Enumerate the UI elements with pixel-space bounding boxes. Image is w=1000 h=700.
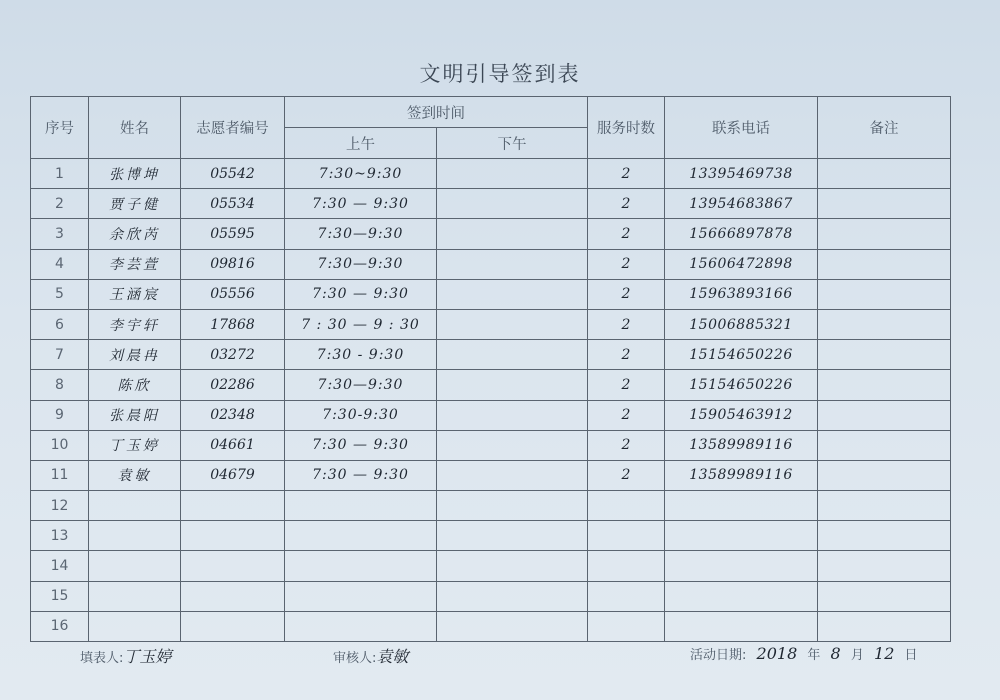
cell-morning-time: 7:30 — 9:30 [285, 460, 437, 490]
page-title: 文明引导签到表 [419, 62, 581, 86]
cell-morning-time [285, 581, 437, 611]
table-row [31, 581, 951, 611]
cell-name [89, 581, 181, 611]
table-row [31, 430, 951, 460]
cell-volunteer-id: 02348 [181, 400, 285, 430]
cell-afternoon-time [437, 400, 588, 430]
cell-service-hours: 2 [588, 279, 665, 309]
cell-morning-time: 7:30—9:30 [285, 249, 437, 279]
cell-service-hours: 2 [588, 370, 665, 400]
cell-morning-time: 7:30 — 9:30 [285, 430, 437, 460]
table-row [31, 491, 951, 521]
cell-afternoon-time [437, 370, 588, 400]
filler-signature: 丁玉婷 [123, 647, 172, 666]
cell-afternoon-time [437, 551, 588, 581]
header-morning: 上午 [285, 128, 437, 159]
cell-service-hours [588, 581, 665, 611]
cell-remarks [818, 521, 951, 551]
header-volunteer-id: 志愿者编号 [181, 97, 285, 159]
cell-seq: 12 [31, 491, 89, 521]
cell-remarks [818, 611, 951, 641]
header-name: 姓名 [89, 97, 181, 159]
cell-afternoon-time [437, 460, 588, 490]
cell-remarks [818, 551, 951, 581]
cell-remarks [818, 491, 951, 521]
cell-morning-time: 7:30-9:30 [285, 400, 437, 430]
cell-seq: 14 [31, 551, 89, 581]
cell-afternoon-time [437, 340, 588, 370]
cell-volunteer-id [181, 581, 285, 611]
date-day-value: 12 [874, 644, 895, 663]
cell-phone: 13589989116 [665, 430, 818, 460]
cell-name: 张晨阳 [89, 400, 181, 430]
date-year-value: 2018 [756, 644, 798, 663]
cell-phone: 15606472898 [665, 249, 818, 279]
cell-seq: 10 [31, 430, 89, 460]
cell-service-hours: 2 [588, 430, 665, 460]
cell-remarks [818, 400, 951, 430]
cell-service-hours: 2 [588, 340, 665, 370]
cell-seq: 11 [31, 460, 89, 490]
cell-name [89, 521, 181, 551]
table-row [31, 189, 951, 219]
filler-block [80, 644, 171, 667]
cell-service-hours: 2 [588, 159, 665, 189]
cell-afternoon-time [437, 279, 588, 309]
cell-volunteer-id: 05542 [181, 159, 285, 189]
reviewer-label: 审核人: [333, 651, 377, 666]
cell-volunteer-id [181, 551, 285, 581]
cell-phone [665, 491, 818, 521]
cell-phone: 15963893166 [665, 279, 818, 309]
filler-label: 填表人: [80, 651, 124, 666]
table-row [31, 521, 951, 551]
table-row [31, 460, 951, 490]
cell-name: 陈欣 [89, 370, 181, 400]
cell-name: 李芸萱 [89, 249, 181, 279]
cell-volunteer-id: 04679 [181, 460, 285, 490]
cell-service-hours: 2 [588, 460, 665, 490]
cell-seq: 4 [31, 249, 89, 279]
cell-seq: 7 [31, 340, 89, 370]
table-row [31, 340, 951, 370]
cell-name: 贾子健 [89, 189, 181, 219]
cell-phone [665, 611, 818, 641]
table-row [31, 309, 951, 339]
cell-name [89, 551, 181, 581]
cell-name: 丁玉婷 [89, 430, 181, 460]
cell-remarks [818, 159, 951, 189]
cell-name: 袁敏 [89, 460, 181, 490]
cell-afternoon-time [437, 189, 588, 219]
cell-volunteer-id: 03272 [181, 340, 285, 370]
cell-seq: 2 [31, 189, 89, 219]
cell-morning-time [285, 611, 437, 641]
cell-afternoon-time [437, 491, 588, 521]
cell-afternoon-time [437, 159, 588, 189]
date-day-label: 日 [904, 648, 918, 663]
cell-name [89, 611, 181, 641]
date-month-value: 8 [830, 644, 841, 663]
cell-seq: 5 [31, 279, 89, 309]
cell-volunteer-id [181, 611, 285, 641]
cell-morning-time: 7:30~9:30 [285, 159, 437, 189]
cell-phone [665, 521, 818, 551]
date-label: 活动日期: [690, 648, 747, 663]
cell-morning-time [285, 491, 437, 521]
cell-afternoon-time [437, 309, 588, 339]
cell-phone [665, 581, 818, 611]
cell-service-hours: 2 [588, 400, 665, 430]
header-signin-time: 签到时间 [285, 97, 588, 128]
cell-service-hours: 2 [588, 309, 665, 339]
cell-seq: 8 [31, 370, 89, 400]
cell-afternoon-time [437, 611, 588, 641]
cell-seq: 13 [31, 521, 89, 551]
header-afternoon: 下午 [437, 128, 588, 159]
table-row [31, 219, 951, 249]
header-remarks: 备注 [818, 97, 951, 159]
cell-name [89, 491, 181, 521]
cell-name: 余欣芮 [89, 219, 181, 249]
cell-volunteer-id [181, 521, 285, 551]
cell-volunteer-id: 05534 [181, 189, 285, 219]
cell-volunteer-id: 17868 [181, 309, 285, 339]
cell-morning-time: 7:30 — 9:30 [285, 279, 437, 309]
cell-volunteer-id: 05556 [181, 279, 285, 309]
cell-phone: 13395469738 [665, 159, 818, 189]
cell-service-hours [588, 611, 665, 641]
cell-service-hours [588, 521, 665, 551]
cell-name: 王涵宸 [89, 279, 181, 309]
date-year-label: 年 [807, 648, 821, 663]
cell-phone: 15154650226 [665, 340, 818, 370]
cell-remarks [818, 189, 951, 219]
cell-service-hours [588, 551, 665, 581]
cell-volunteer-id: 02286 [181, 370, 285, 400]
cell-seq: 6 [31, 309, 89, 339]
table-row [31, 249, 951, 279]
cell-volunteer-id: 09816 [181, 249, 285, 279]
cell-seq: 1 [31, 159, 89, 189]
date-month-label: 月 [850, 648, 864, 663]
cell-seq: 16 [31, 611, 89, 641]
cell-afternoon-time [437, 581, 588, 611]
cell-morning-time: 7:30—9:30 [285, 370, 437, 400]
cell-morning-time: 7:30—9:30 [285, 219, 437, 249]
cell-remarks [818, 309, 951, 339]
cell-remarks [818, 430, 951, 460]
cell-morning-time [285, 551, 437, 581]
table-row [31, 551, 951, 581]
cell-remarks [818, 249, 951, 279]
cell-afternoon-time [437, 249, 588, 279]
cell-phone: 13589989116 [665, 460, 818, 490]
cell-remarks [818, 581, 951, 611]
cell-phone: 15006885321 [665, 309, 818, 339]
cell-volunteer-id [181, 491, 285, 521]
cell-afternoon-time [437, 430, 588, 460]
cell-seq: 3 [31, 219, 89, 249]
cell-service-hours: 2 [588, 189, 665, 219]
cell-morning-time: 7:30 - 9:30 [285, 340, 437, 370]
cell-phone: 15905463912 [665, 400, 818, 430]
cell-name: 张博坤 [89, 159, 181, 189]
cell-seq: 15 [31, 581, 89, 611]
cell-service-hours: 2 [588, 219, 665, 249]
cell-name: 刘晨冉 [89, 340, 181, 370]
cell-morning-time: 7 : 30 — 9 : 30 [285, 309, 437, 339]
cell-remarks [818, 460, 951, 490]
cell-morning-time: 7:30 — 9:30 [285, 189, 437, 219]
cell-remarks [818, 340, 951, 370]
signin-table [30, 96, 951, 642]
header-phone: 联系电话 [665, 97, 818, 159]
cell-phone: 15666897878 [665, 219, 818, 249]
activity-date-block [690, 644, 918, 663]
header-seq: 序号 [31, 97, 89, 159]
cell-remarks [818, 279, 951, 309]
cell-remarks [818, 219, 951, 249]
table-row [31, 159, 951, 189]
cell-remarks [818, 370, 951, 400]
cell-seq: 9 [31, 400, 89, 430]
reviewer-signature: 袁敏 [376, 647, 409, 666]
cell-name: 李宇轩 [89, 309, 181, 339]
table-row [31, 279, 951, 309]
cell-afternoon-time [437, 521, 588, 551]
cell-phone: 13954683867 [665, 189, 818, 219]
table-row [31, 400, 951, 430]
cell-phone: 15154650226 [665, 370, 818, 400]
cell-afternoon-time [437, 219, 588, 249]
cell-service-hours: 2 [588, 249, 665, 279]
cell-morning-time [285, 521, 437, 551]
table-row [31, 370, 951, 400]
cell-volunteer-id: 04661 [181, 430, 285, 460]
reviewer-block [333, 644, 408, 667]
cell-phone [665, 551, 818, 581]
header-service-hours: 服务时数 [588, 97, 665, 159]
cell-volunteer-id: 05595 [181, 219, 285, 249]
table-row [31, 611, 951, 641]
cell-service-hours [588, 491, 665, 521]
